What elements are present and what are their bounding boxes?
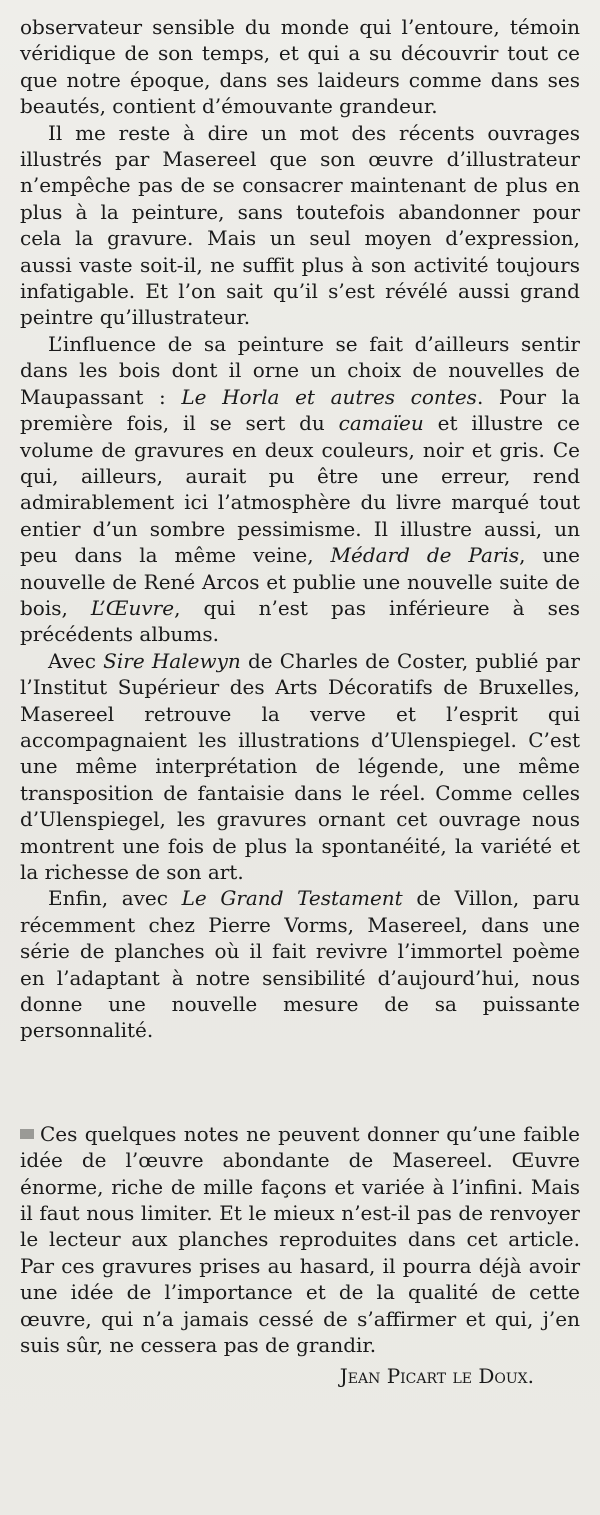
book-title-l-oeuvre: L’Œuvre [90,595,175,620]
term-camaieu: camaïeu [338,411,424,436]
paragraph-grand-testament [20,885,580,1043]
paragraph-observateur: observateur sensible du monde qui l’entoure, témoin véridique de son temps, et qui a su découvrir tout ce que notre époque, dans ses laideurs comme dans ses beautés, contient d’émouvante grandeur. [20,15,580,119]
author-signature: Jean Picart le Doux. [339,1363,534,1388]
text-segment: , une nouvelle de René Arcos et publie une nouvelle suite de bois, [20,543,580,620]
text-segment: . Pour la première fois, il se sert du [20,384,580,436]
text-segment: Enfin, avec [48,886,182,911]
book-title-sire-halewyn: Sire Halewyn [103,648,241,673]
text-segment: , qui n’est pas inférieure à ses précédents albums. [20,595,580,647]
section-spacer [20,1044,580,1121]
text-segment: et illustre ce volume de gravures en deux couleurs, noir et gris. Ce qui, ailleurs, aurait pu être une erreur, rend admirablement ici l’atmosphère du livre marqué tout entier d’un sombre pessimisme. Il illustre aussi, un peu dans la même veine, [20,411,581,568]
paragraph-recents-ouvrages: Il me reste à dire un mot des récents ouvrages illustrés par Masereel que son œuvre d’illustrateur n’empêche pas de se consacrer maintenant de plus en plus à la peinture, sans toutefois abandonner pour cela la gravure. Mais un seul moyen d’expression, aussi vaste soit-il, ne suffit plus à son activité toujours infatigable. Et l’on sait qu’il s’est révélé aussi grand peintre qu’illustrateur. [20,120,580,330]
paragraph-conclusion [20,1121,580,1359]
ink-mark-icon [20,1129,34,1139]
text-segment: Ces quelques notes ne peuvent donner qu’une faible idée de l’œuvre abondante de Masereel. Œuvre énorme, riche de mille façons et variée à l’infini. Mais il faut nous limiter. Et le mieux n’est-il pas de renvoyer le lecteur aux planches reproduites dans cet article. Par ces gravures prises au hasard, il pourra déjà avoir une idée de l’importance et de la qualité de cette œuvre, qui n’a jamais cessé de s’affirmer et qui, j’en suis sûr, ne cessera pas de grandir. [20,1121,580,1358]
paragraph-sire-halewyn [20,648,580,886]
book-title-le-grand-testament: Le Grand Testament [181,886,403,911]
text-segment: de Villon, paru récemment chez Pierre Vorms, Masereel, dans une série de planches où il fait revivre l’immortel poème en l’adaptant à notre sensibilité d’aujourd’hui, nous donne une nouvelle mesure de sa puissante personnalité. [20,886,580,1043]
book-title-medard-de-paris: Médard de Paris [330,543,520,568]
text-segment: L’influence de sa peinture se fait d’ailleurs sentir dans les bois dont il orne un choix de nouvelles de Maupassant : [20,331,580,409]
text-segment: de Charles de Coster, publié par l’Institut Supérieur des Arts Décoratifs de Bruxelles, Masereel retrouve la verve et l’esprit qui accompagnaient les illustrations d’Ulenspiegel. C’est une même interprétation de légende, une même transposition de fantaisie dans le réel. Comme celles d’Ulenspiegel, les gravures ornant cet ouvrage nous montrent une fois de plus la spontanéité, la variété et la richesse de son art. [20,648,580,884]
book-title-le-horla: Le Horla et autres contes [181,384,477,409]
text-segment: Avec [48,648,104,673]
paragraph-influence-peinture [20,331,580,648]
